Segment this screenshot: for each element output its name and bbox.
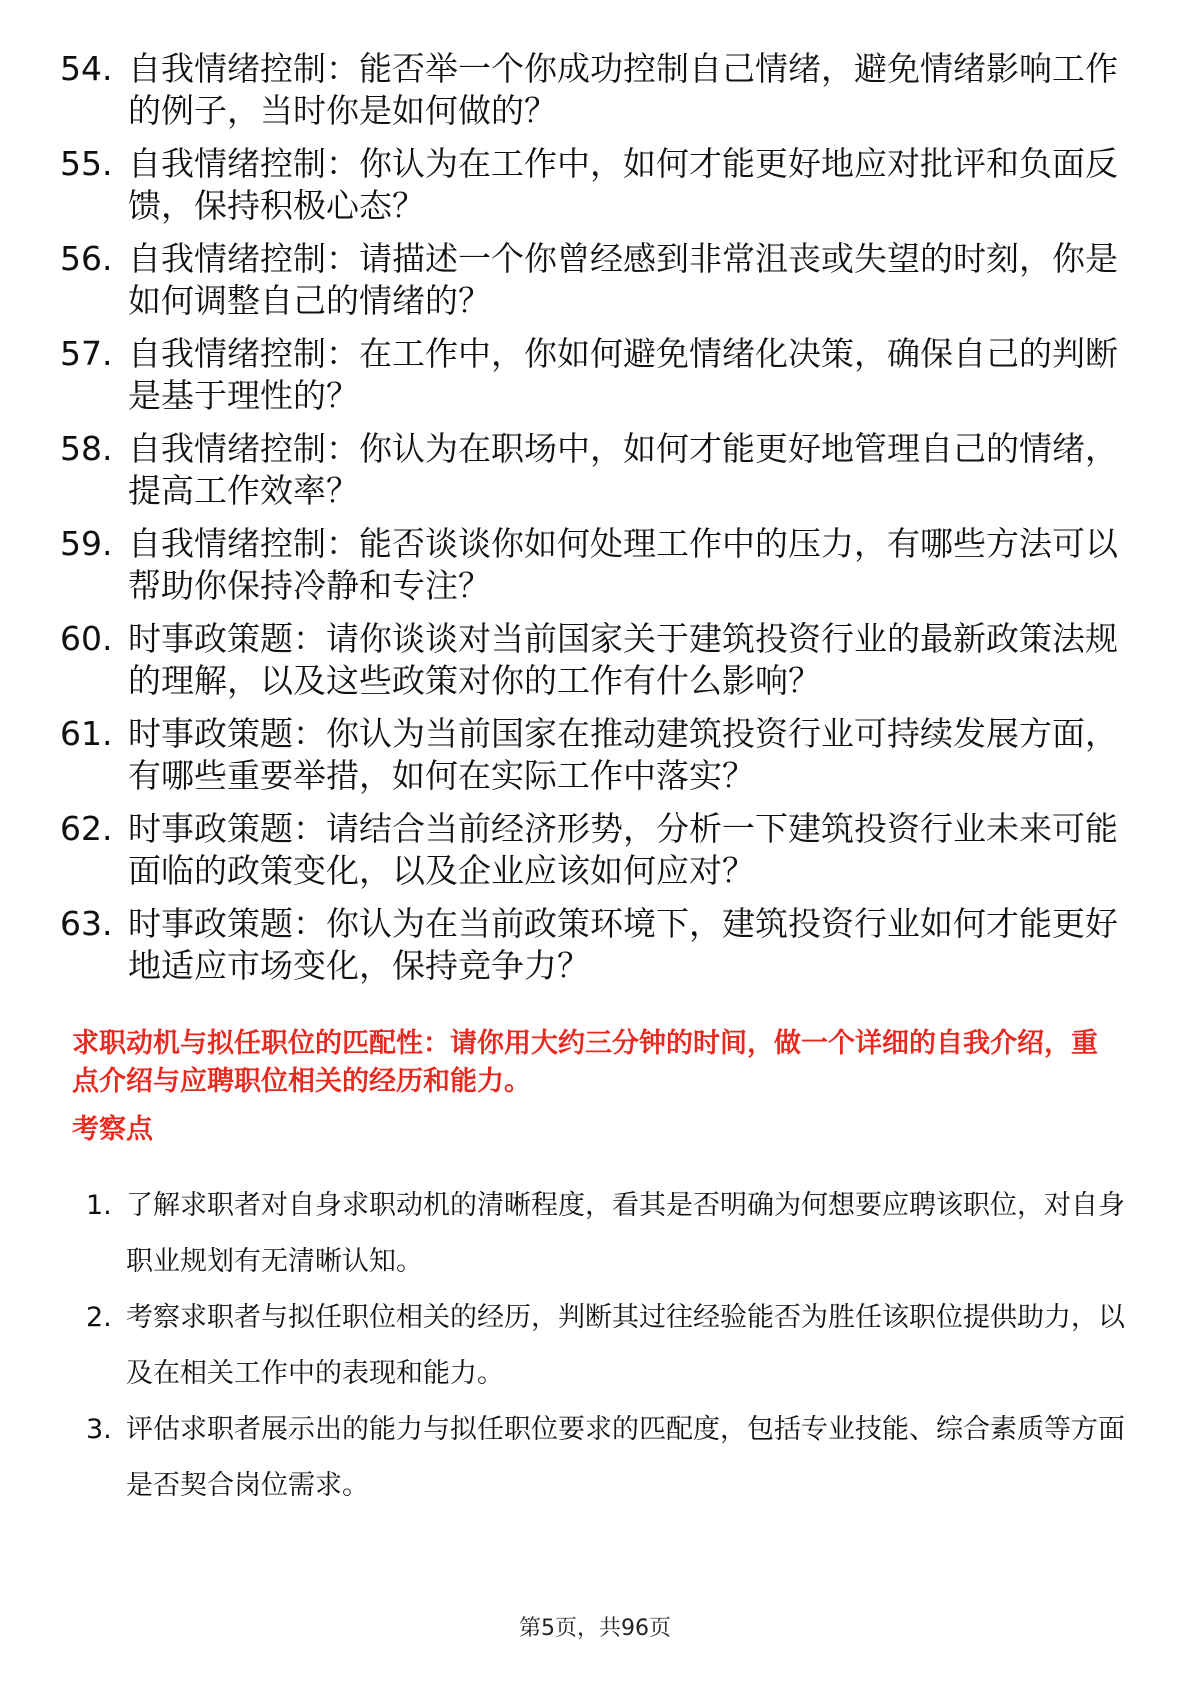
question-number: 55.	[60, 144, 113, 183]
assessment-points-label: 考察点	[72, 1114, 153, 1145]
point-number: 3.	[86, 1414, 112, 1445]
question-number: 63.	[60, 904, 113, 943]
point-text: 考察求职者与拟任职位相关的经历，判断其过往经验能否为胜任该职位提供助力，以及在相关工作中的表现和能力。	[126, 1302, 1125, 1389]
point-text: 了解求职者对自身求职动机的清晰程度，看其是否明确为何想要应聘该职位，对自身职业规划有无清晰认知。	[126, 1190, 1125, 1277]
question-number: 54.	[60, 49, 113, 88]
list-item	[86, 1178, 1126, 1290]
question-number: 60.	[60, 619, 113, 658]
list-item	[60, 238, 1130, 322]
question-text: 时事政策题：请你谈谈对当前国家关于建筑投资行业的最新政策法规的理解，以及这些政策对你的工作有什么影响？	[128, 619, 1118, 700]
question-text: 自我情绪控制：请描述一个你曾经感到非常沮丧或失望的时刻，你是如何调整自己的情绪的？	[128, 239, 1118, 320]
question-number: 58.	[60, 429, 113, 468]
question-number: 59.	[60, 524, 113, 563]
list-item	[60, 903, 1130, 987]
list-item	[60, 48, 1130, 132]
list-item	[60, 808, 1130, 892]
list-item	[60, 713, 1130, 797]
list-item	[86, 1290, 1126, 1402]
question-list	[60, 48, 1130, 998]
list-item	[60, 428, 1130, 512]
question-text: 时事政策题：请结合当前经济形势，分析一下建筑投资行业未来可能面临的政策变化，以及企业应该如何应对？	[128, 809, 1118, 890]
list-item	[60, 143, 1130, 227]
list-item	[60, 618, 1130, 702]
question-text: 时事政策题：你认为当前国家在推动建筑投资行业可持续发展方面，有哪些重要举措，如何在实际工作中落实？	[128, 714, 1118, 795]
question-text: 自我情绪控制：能否举一个你成功控制自己情绪，避免情绪影响工作的例子，当时你是如何做的？	[128, 49, 1118, 130]
question-text: 时事政策题：你认为在当前政策环境下，建筑投资行业如何才能更好地适应市场变化，保持竞争力？	[128, 904, 1118, 985]
page-number: 第5页，共96页	[519, 1616, 671, 1641]
question-text: 自我情绪控制：能否谈谈你如何处理工作中的压力，有哪些方法可以帮助你保持冷静和专注？	[128, 524, 1118, 605]
list-item	[60, 333, 1130, 417]
question-text: 自我情绪控制：你认为在职场中，如何才能更好地管理自己的情绪，提高工作效率？	[128, 429, 1118, 510]
list-item	[86, 1402, 1126, 1514]
question-number: 61.	[60, 714, 113, 753]
point-text: 评估求职者展示出的能力与拟任职位要求的匹配度，包括专业技能、综合素质等方面是否契合岗位需求。	[126, 1414, 1125, 1501]
assessment-points-list	[86, 1178, 1126, 1514]
point-number: 2.	[86, 1302, 112, 1333]
question-number: 56.	[60, 239, 113, 278]
question-number: 57.	[60, 334, 113, 373]
list-item	[60, 523, 1130, 607]
question-text: 自我情绪控制：你认为在工作中，如何才能更好地应对批评和负面反馈，保持积极心态？	[128, 144, 1118, 225]
section-heading: 求职动机与拟任职位的匹配性：请你用大约三分钟的时间，做一个详细的自我介绍，重点介绍与应聘职位相关的经历和能力。	[72, 1028, 1098, 1097]
question-text: 自我情绪控制：在工作中，你如何避免情绪化决策，确保自己的判断是基于理性的？	[128, 334, 1118, 415]
point-number: 1.	[86, 1190, 112, 1221]
question-number: 62.	[60, 809, 113, 848]
